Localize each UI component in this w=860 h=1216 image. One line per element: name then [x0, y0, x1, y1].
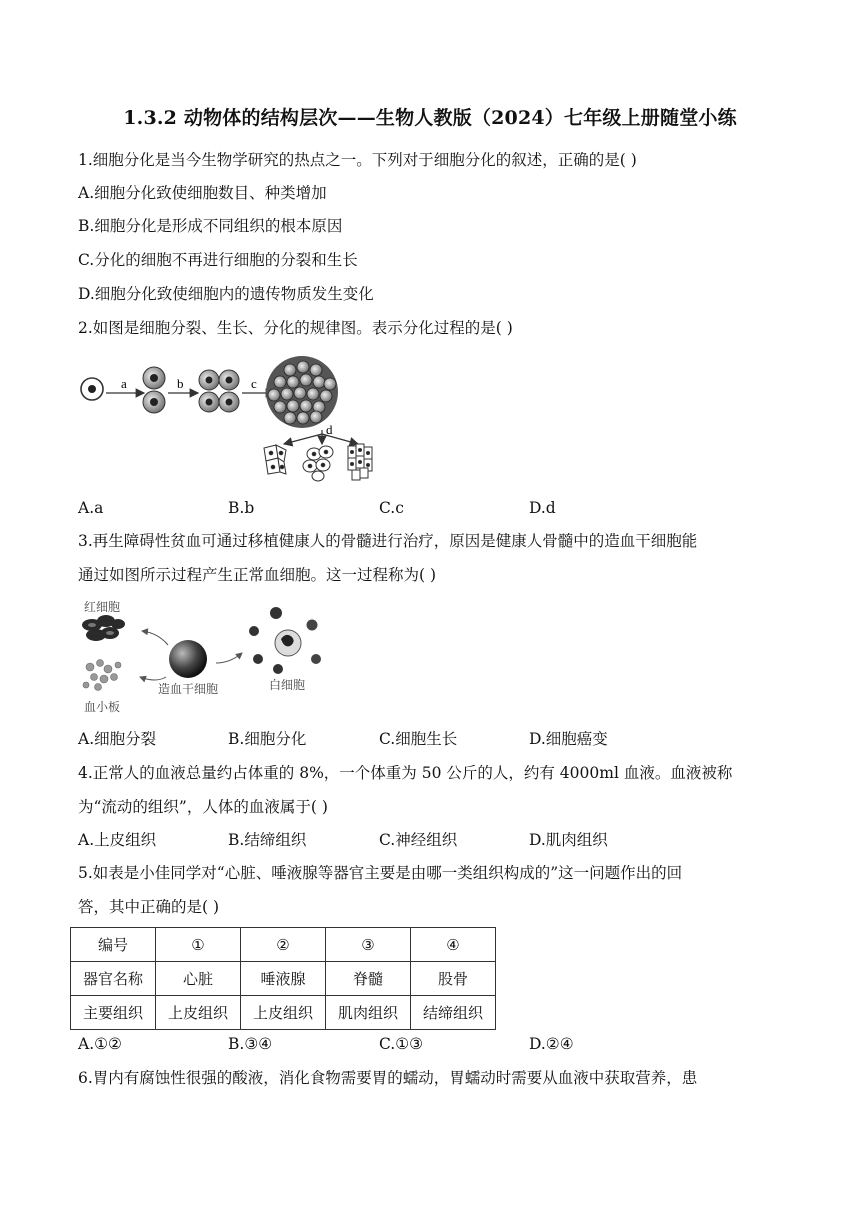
question-1-stem: 1.细胞分化是当今生物学研究的热点之一。下列对于细胞分化的叙述，正确的是( ): [78, 151, 637, 169]
question-2-option-d: D.d: [529, 499, 556, 517]
question-5-option-a: A.①②: [78, 1035, 122, 1053]
flat-tissue-icon: [264, 445, 286, 474]
table-cell: 唾液腺: [241, 962, 326, 996]
question-3-options: [78, 729, 778, 749]
question-4-option-a: A.上皮组织: [78, 831, 157, 849]
arrow-label-d: d: [326, 422, 333, 437]
question-2-option-b: B.b: [228, 499, 255, 517]
question-3-stem-line-2: 通过如图所示过程产生正常血细胞。这一过程称为( ): [78, 566, 437, 584]
question-5-option-d: D.②④: [529, 1035, 574, 1053]
table-cell: 肌肉组织: [326, 996, 411, 1030]
arrow-label-c: c: [251, 376, 257, 391]
table-row: [71, 928, 496, 962]
table-cell: 股骨: [411, 962, 496, 996]
table-cell: 主要组织: [71, 996, 156, 1030]
question-4-stem-line-2: 为“流动的组织”，人体的血液属于( ): [78, 798, 328, 816]
table-cell: 上皮组织: [156, 996, 241, 1030]
question-4-option-d: D.肌肉组织: [529, 831, 608, 849]
table-cell: 上皮组织: [241, 996, 326, 1030]
table-cell: ③: [326, 928, 411, 962]
question-3-stem-line-1: 3.再生障碍性贫血可通过移植健康人的骨髓进行治疗，原因是健康人骨髓中的造血干细胞能: [78, 532, 698, 550]
question-2-option-c: C.c: [379, 499, 404, 517]
label-red-blood-cell: 红细胞: [84, 600, 121, 614]
label-stem-cell: 造血干细胞: [158, 682, 219, 696]
four-cells-icon: [199, 370, 239, 412]
table-row: [71, 962, 496, 996]
table-cell: 器官名称: [71, 962, 156, 996]
table-cell: ①: [156, 928, 241, 962]
page-title: 1.3.2 动物体的结构层次——生物人教版（2024）七年级上册随堂小练: [123, 107, 737, 129]
question-5-option-b: B.③④: [228, 1035, 273, 1053]
arrow-label-b: b: [177, 376, 184, 391]
question-1-option-d: D.细胞分化致使细胞内的遗传物质发生变化: [78, 285, 374, 303]
question-4-options: [78, 830, 778, 850]
table-cell: 心脏: [156, 962, 241, 996]
question-5-stem-line-2: 答，其中正确的是( ): [78, 898, 220, 916]
blood-cell-diagram: [78, 597, 348, 719]
brick-tissue-icon: [348, 444, 372, 480]
question-5-option-c: C.①③: [379, 1035, 424, 1053]
table-row: [71, 996, 496, 1030]
label-white-blood-cell: 白细胞: [269, 678, 306, 692]
question-5-options: [78, 1034, 778, 1054]
arrow-label-a: a: [121, 376, 127, 391]
table-cell: ②: [241, 928, 326, 962]
question-4-option-c: C.神经组织: [379, 831, 458, 849]
red-blood-cell-icon: [82, 615, 125, 641]
question-3-option-b: B.细胞分化: [228, 730, 307, 748]
question-4-option-b: B.结缔组织: [228, 831, 307, 849]
single-cell-icon: [81, 378, 103, 400]
stem-cell-icon: [169, 640, 207, 678]
cell-division-diagram: [78, 352, 398, 484]
question-2-options: [78, 498, 778, 518]
organ-tissue-table: [70, 927, 496, 1030]
question-3-option-c: C.细胞生长: [379, 730, 458, 748]
label-platelet: 血小板: [84, 700, 121, 714]
question-2-stem: 2.如图是细胞分裂、生长、分化的规律图。表示分化过程的是( ): [78, 319, 513, 337]
question-1-option-c: C.分化的细胞不再进行细胞的分裂和生长: [78, 251, 358, 269]
white-blood-cell-icon: [249, 607, 321, 674]
question-1-option-a: A.细胞分化致使细胞数目、种类增加: [78, 184, 327, 202]
cell-cluster-icon: [266, 356, 338, 428]
question-4-stem-line-1: 4.正常人的血液总量约占体重的 8%，一个体重为 50 公斤的人，约有 4000ml 血液。血液被称: [78, 764, 733, 782]
question-5-stem-line-1: 5.如表是小佳同学对“心脏、唾液腺等器官主要是由哪一类组织构成的”这一问题作出的回: [78, 864, 683, 882]
table-cell: 结缔组织: [411, 996, 496, 1030]
round-tissue-icon: [303, 446, 333, 481]
table-cell: ④: [411, 928, 496, 962]
two-cells-icon: [143, 367, 165, 413]
question-3-option-d: D.细胞癌变: [529, 730, 608, 748]
table-cell: 脊髓: [326, 962, 411, 996]
question-2-option-a: A.a: [78, 499, 104, 517]
table-cell: 编号: [71, 928, 156, 962]
platelet-icon: [83, 660, 121, 691]
question-3-option-a: A.细胞分裂: [78, 730, 157, 748]
question-1-option-b: B.细胞分化是形成不同组织的根本原因: [78, 217, 343, 235]
question-6-stem: 6.胃内有腐蚀性很强的酸液，消化食物需要胃的蠕动，胃蠕动时需要从血液中获取营养，患: [78, 1069, 698, 1087]
